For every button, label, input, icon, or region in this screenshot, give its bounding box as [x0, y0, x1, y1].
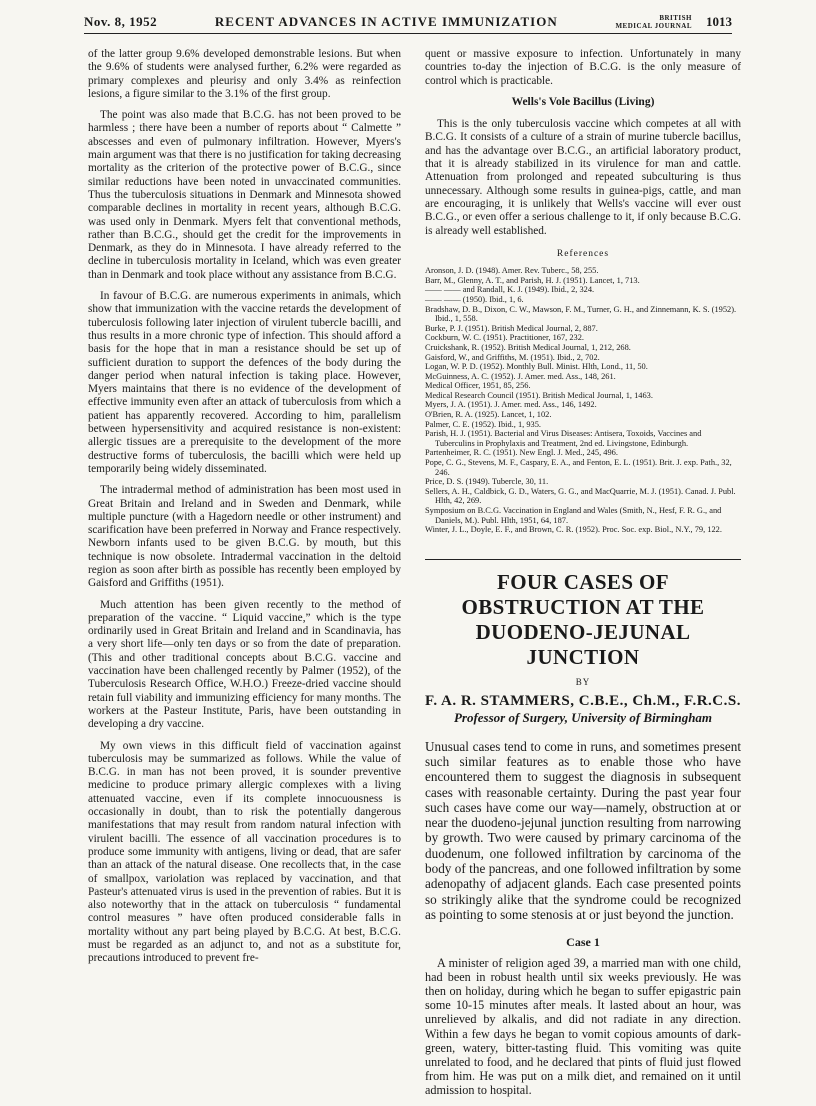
- reference-item: Medical Research Council (1951). British Medical Journal, 1, 1463.: [425, 390, 653, 400]
- paragraph: In favour of B.C.G. are numerous experiments in animals, which show that immunization with the vaccine retards the development of tuberculosis following later injection of virulent tubercle bacilli, and thus results in a more chronic type of infection. This should afford a basis for the hope that in man a resistance should be set up of sufficient duration to support the defences of the body during the danger period when natural infection is taking place. However, Myers maintains that there is no evidence of the development of effective immunity even after an attack of tuberculosis from which a patient has apparently recovered. According to him, parallelism between hypersensitivity and acquired resistance is non-existent: allergic tissues are a prerequisite to the development of the more destructive forms of tuberculosis, the bacilli which were held up temporarily being widely disseminated.: [88, 290, 401, 475]
- journal-line-2: MEDICAL JOURNAL: [615, 22, 692, 30]
- journal-logo: [615, 14, 692, 30]
- references-list: [425, 266, 741, 535]
- reference-item: Cruickshank, R. (1952). British Medical Journal, 1, 212, 268.: [425, 342, 631, 352]
- case-heading: Case 1: [566, 935, 600, 950]
- reference-item: Medical Officer, 1951, 85, 256.: [425, 381, 531, 391]
- paragraph: My own views in this difficult field of vaccination against tuberculosis may be summarized as follows. While the value of B.C.G. in man has not been proved, it is sounder preventive medicine to produce primary allergic complexes with a living attenuated vaccine, even if its complete innocuousness is occasionally in doubt, than to risk the potentially dangerous manifestations that may result from random natural infection with virulent bacilli. The essence of all vaccination procedures is to produce some immunity with antigens, living or dead, that are safer than an attack of the natural disease. One recollects that, in the case of smallpox, variolation was replaced by vaccination, and that Pasteur's attenuated virus is used in the prevention of rabies. But it is also noteworthy that in the attack on tuberculosis “ fundamental control measures ” have often produced considerable falls in mortality without any part being played by B.C.G. At best, B.C.G. must be regarded as an adjunct to, and not as a substitute for, precautions introduced to prevent fre-: [88, 739, 401, 965]
- reference-item: Sellers, A. H., Caldbick, G. D., Waters, G. G., and MacQuarrie, M. J. (1951). Canad. J. Publ. Hlth, 42, 269.: [425, 486, 736, 506]
- author-name: F. A. R. STAMMERS, C.B.E., Ch.M., F.R.C.S.: [425, 693, 741, 710]
- section-subhead: Wells's Vole Bacillus (Living): [511, 95, 655, 108]
- reference-item: Palmer, C. E. (1952). Ibid., 1, 935.: [425, 419, 541, 429]
- reference-item: Burke, P. J. (1951). British Medical Journal, 2, 887.: [425, 323, 598, 333]
- running-header: [84, 8, 732, 34]
- reference-item: Partenheimer, R. C. (1951). New Engl. J. Med., 245, 496.: [425, 448, 618, 458]
- byline-by: BY: [575, 676, 591, 687]
- issue-date: Nov. 8, 1952: [84, 14, 158, 29]
- reference-item: Cockburn, W. C. (1951). Practitioner, 167, 232.: [425, 333, 585, 343]
- case-paragraph: A minister of religion aged 39, a married man with one child, had been in robust health until six weeks previously. He was then on holiday, during which he began to suffer epigastric pain some 10-15 minutes after meals. It lasted about an hour, was unrelieved by alkalis, and did not radiate in any direction. Within a few days he began to vomit copious amounts of dark-green, watery, bitter-tasting fluid. This vomiting was quite unrelated to food, and he declared that pints of fluid just flowed from him. He was put on a milk diet, and remained on it until admission to hospital.: [425, 955, 741, 1098]
- reference-item: Price, D. S. (1949). Tubercle, 30, 11.: [425, 477, 549, 487]
- reference-item: Parish, H. J. (1951). Bacterial and Virus Diseases: Antisera, Toxoids, Vaccines and Tuberculins in Prophylaxis and Treatment, 2nd ed. Livingstone, Edinburgh.: [425, 429, 702, 448]
- paragraph: The point was also made that B.C.G. has not been proved to be harmless ; there have been a number of reports about “ Calmette ” abscesses and even of pulmonary infiltration. However, Myers's main argument was that there is no justification for taking decreasing mortality as the criterion of the protective power of B.C.G., since similar reductions have been noted in unvaccinated communities. Thus the tuberculosis situations in Denmark and Minnesota showed comparable declines in mortality in recent years, although B.C.G. was used only in Denmark. Myers felt that conventional methods, rather than B.C.G., should get the credit for the improvements in Denmark, as they do in Minnesota. I have already referred to the decline in tuberculosis mortality in Iceland, which was even greater than in Denmark and took place without any assistance from B.C.G.: [88, 109, 401, 281]
- paragraph: This is the only tuberculosis vaccine which competes at all with B.C.G. It consists of a culture of a strain of murine tubercle bacillus, and has the advantage over B.C.G., an artificial laboratory product, that it is already stabilized in its virulence for man and cattle. Attenuation from prolonged and repeated subculturing is thus unnecessary. Although some results in guinea-pigs, cattle, and man are encouraging, it is unlikely that Wells's vaccine will ever oust B.C.G., or even offer a serious challenge to it, if only because B.C.G. is already well established.: [425, 118, 741, 237]
- intro-paragraph: Unusual cases tend to come in runs, and sometimes present such similar features as to enable those who have encountered them to suggest the diagnosis in subsequent cases with reasonable certainty. During the past year four such cases have come our way—namely, obstruction at or near the duodeno-jejunal junction resulting from narrowing by growth. Two were caused by primary carcinoma of the duodenum, one followed infiltration by carcinoma of the body of the pancreas, and one followed infiltration by some adenopathy of adjacent glands. Each case presented points so strikingly alike that the syndrome could be recognized as pointing to some stenosis at or just beyond the junction.: [425, 738, 741, 922]
- paragraph: of the latter group 9.6% developed demonstrable lesions. But when the 9.6% of students were analysed further, 6.2% were regarded as primary complexes and pleurisy and only 3.4% as reinfection lesions, a figure similar to the 3.1% of the first group.: [88, 48, 401, 100]
- right-column: [425, 48, 741, 1106]
- author-affiliation: Professor of Surgery, University of Birmingham: [453, 710, 713, 726]
- reference-item: Barr, M., Glenny, A. T., and Parish, H. J. (1951). Lancet, 1, 713.: [425, 275, 640, 285]
- reference-item: Pope, C. G., Stevens, M. F., Caspary, E. A., and Fenton, E. L. (1951). Brit. J. exp. Path., 32, 246.: [425, 458, 732, 477]
- page-number: 1013: [706, 14, 732, 29]
- running-title: RECENT ADVANCES IN ACTIVE IMMUNIZATION: [214, 14, 558, 29]
- paragraph: The intradermal method of administration has been most used in Great Britain and Ireland and in Sweden and Denmark, while multiple puncture (with a Hagedorn needle or other instrument) and scarification have been preferred in Norway and France respectively. Newborn infants used to be given B.C.G. by mouth, but this technique is now obsolete. Intradermal vaccination in the deltoid region as soon after birth as possible has recently been employed by Gaisford and Griffiths (1951).: [88, 484, 401, 590]
- reference-item: O'Brien, R. A. (1925). Lancet, 1, 102.: [425, 410, 552, 420]
- left-column: [88, 48, 401, 974]
- paragraph: Much attention has been given recently to the method of preparation of the vaccine. “ Liquid vaccine,” which is the type ordinarily used in Great Britain and Ireland and in Scandinavia, has a very short life—only ten days or so from the date of preparation. (This and other traditional concepts about B.C.G. vaccine and vaccination have been challenged recently by Palmer (1952), of the Tuberculosis Research Office, W.H.O.) Freeze-dried vaccine should retain full viability and immunizing efficiency for many months. The workers at the Pasteur Institute, Paris, have been outstanding in developing a dry vaccine.: [88, 598, 401, 731]
- paragraph-continuation: quent or massive exposure to infection. Unfortunately in many countries to-day the injection of B.C.G. is the only measure of control which is practicable.: [425, 48, 741, 87]
- reference-item: Bradshaw, D. B., Dixon, C. W., Mawson, F. M., Turner, G. H., and Zinnemann, K. S. (1952). Ibid., 1, 558.: [425, 304, 737, 324]
- reference-item: Symposium on B.C.G. Vaccination in England and Wales (Smith, N., Hesf, F. R. G., and Daniels, M.). Publ. Hlth, 1951, 64, 187.: [425, 506, 722, 525]
- reference-item: Myers, J. A. (1951). J. Amer. med. Ass., 146, 1492.: [425, 400, 597, 410]
- journal-block: [615, 14, 732, 30]
- journal-line-1: BRITISH: [659, 14, 692, 22]
- reference-item: Winter, J. L., Doyle, E. F., and Brown, C. R. (1952). Proc. Soc. exp. Biol., N.Y., 79, 122.: [425, 525, 722, 535]
- reference-item: Aronson, J. D. (1948). Amer. Rev. Tuberc., 58, 255.: [425, 266, 599, 276]
- intro-block: [425, 739, 741, 923]
- reference-item: —— —— and Randall, K. J. (1949). Ibid., 2, 324.: [425, 285, 595, 295]
- article-title: FOUR CASES OF OBSTRUCTION AT THE DUODENO-JEJUNAL JUNCTION: [425, 559, 741, 670]
- case-block: [425, 956, 741, 1098]
- reference-item: Gaisford, W., and Griffiths, M. (1951). Ibid., 2, 702.: [425, 352, 600, 362]
- reference-item: McGuinness, A. C. (1952). J. Amer. med. Ass., 148, 261.: [425, 371, 616, 381]
- reference-item: Logan, W. P. D. (1952). Monthly Bull. Minist. Hlth, Lond., 11, 50.: [425, 362, 648, 372]
- reference-item: —— —— (1950). Ibid., 1, 6.: [425, 294, 524, 304]
- references-heading: References: [556, 248, 610, 259]
